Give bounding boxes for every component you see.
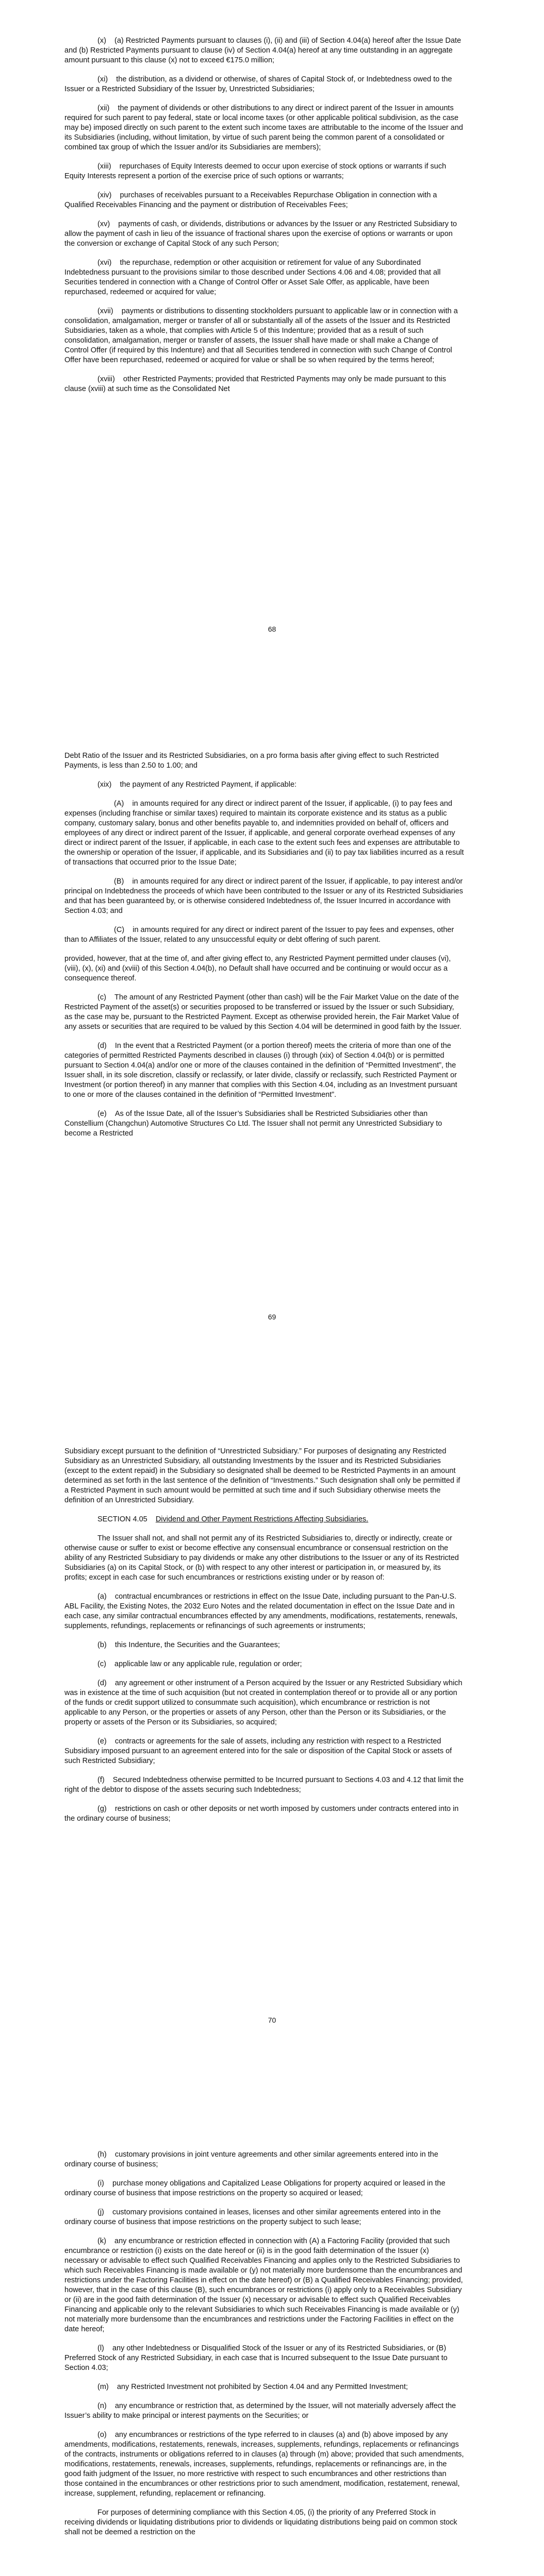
paragraph: (o) any encumbrances or restrictions of the type referred to in clauses (a) and (b) above imposed by any amendments, modifications, restatements, renewals, increases, supplements, refundings, replacements or refinancings of the contracts, instruments or obligations referred to in clauses (a) through (m) above; provided that such amendments, modifications, restatements, renewals, increases, supplements, refundings, replacements or refinancings are, in the good faith judgment of the Issuer, no more restrictive with respect to such encumbrances and other restrictions than those contained in the encumbrances or other restrictions prior to such amendment, modification, restatement, renewal, increase, supplement, refunding, replacement or refinancing. [64,2431,464,2498]
page-71-body [64,2150,464,2547]
page-68-body [64,36,464,403]
paragraph: provided, however, that at the time of, and after giving effect to, any Restricted Payment permitted under clauses (vi), (viii), (x), (xi) and (xviii) of this Section 4.04(b), no Default shall have occurred and be continuing or would occur as a consequence thereof. [64,955,451,982]
paragraph: (d) In the event that a Restricted Payment (or a portion thereof) meets the criteria of more than one of the categories of permitted Restricted Payments described in clauses (i) through (xix) of Section 4.04(b) or is permitted pursuant to Section 4.04(a) and/or one or more of the clauses contained in the definition of “Permitted Investment”, the Issuer shall, in its sole discretion, classify or reclassify, or later divide, classify or reclassify, such Restricted Payment or Investment (or portion thereof) in any manner that complies with this Section 4.04, including as an Investment pursuant to one or more of the clauses contained in the definition of “Permitted Investment”. [64,1042,457,1099]
page-70-body [64,1447,464,1833]
paragraph: (g) restrictions on cash or other deposits or net worth imposed by customers under contracts entered into in the ordinary course of business; [64,1805,459,1823]
page-number: 69 [268,1313,276,1321]
paragraph: (j) customary provisions contained in leases, licenses and other similar agreements entered into in the ordinary course of business that impose restrictions on the property subject to such lease; [64,2208,441,2226]
paragraph: (C) in amounts required for any direct or indirect parent of the Issuer to pay fees and expenses, other than to Affiliates of the Issuer, related to any unsuccessful equity or debt offering of such parent. [64,926,454,944]
paragraph: (xvii) payments or distributions to dissenting stockholders pursuant to applicable law or in connection with a consolidation, amalgamation, merger or transfer of all or substantially all of the assets of the Issuer and its Restricted Subsidiaries, taken as a whole, that complies with Article 5 of this Indenture; provided that as a result of such consolidation, amalgamation, merger or transfer of assets, the Issuer shall have made or shall make a Change of Control Offer (if required by this Indenture) and that all Securities tendered in connection with such Change of Control Offer have been repurchased, redeemed or acquired for value or shall be so when required by the terms hereof; [64,307,458,364]
paragraph: The Issuer shall not, and shall not permit any of its Restricted Subsidiaries to, directly or indirectly, create or otherwise cause or suffer to exist or become effective any consensual encumbrance or consensual restriction on the ability of any Restricted Subsidiary to pay dividends or make any other distributions to the Issuer or any of its Restricted Subsidiaries (a) on its Capital Stock, or (b) with respect to any other interest or participation in, or measured by, its profits; except in each case for such encumbrances or restrictions existing under or by reason of: [64,1534,459,1582]
paragraph: (l) any other Indebtedness or Disqualified Stock of the Issuer or any of its Restricted Subsidiaries, or (B) Preferred Stock of any Restricted Subsidiary, in each case that is Incurred subsequent to the Issue Date pursuant to Section 4.03; [64,2344,448,2372]
paragraph: (c) The amount of any Restricted Payment (other than cash) will be the Fair Market Value on the date of the Restricted Payment of the asset(s) or securities proposed to be transferred or issued by the Issuer or such Subsidiary, as the case may be, pursuant to the Restricted Payment. Except as otherwise provided herein, the Fair Market Value of any assets or securities that are required to be valued by this Section 4.04 will be determined in good faith by the Issuer. [64,993,461,1031]
paragraph: (b) this Indenture, the Securities and the Guarantees; [97,1641,280,1649]
paragraph: (xiv) purchases of receivables pursuant to a Receivables Repurchase Obligation in connection with a Qualified Receivables Financing and the payment or distribution of Receivables Fees; [64,191,437,209]
paragraph: (i) purchase money obligations and Capitalized Lease Obligations for property acquired or leased in the ordinary course of business that impose restrictions on the property so acquired or leased; [64,2179,446,2197]
paragraph: (B) in amounts required for any direct or indirect parent of the Issuer, if applicable, to pay interest and/or principal on Indebtedness the proceeds of which have been contributed to the Issuer or any of its Restricted Subsidiaries and that has been guaranteed by, or is otherwise considered Indebtedness of, the Issuer Incurred in accordance with Section 4.03; and [64,877,463,915]
paragraph: (x) (a) Restricted Payments pursuant to clauses (i), (ii) and (iii) of Section 4.04(a) hereof after the Issue Date and (b) Restricted Payments pursuant to clause (iv) of Section 4.04(a) hereof at any time outstanding in an aggregate amount pursuant to this clause (x) not to exceed €175.0 million; [64,37,461,64]
paragraph: (xv) payments of cash, or dividends, distributions or advances by the Issuer or any Restricted Subsidiary to allow the payment of cash in lieu of the issuance of fractional shares upon the exercise of options or warrants or upon the conversion or exchange of Capital Stock of any such Person; [64,220,457,248]
paragraph: For purposes of determining compliance with this Section 4.05, (i) the priority of any Preferred Stock in receiving dividends or liquidating distributions prior to dividends or liquidating distributions being paid on common stock shall not be deemed a restriction on the [64,2509,457,2536]
section-heading [64,1515,464,1524]
paragraph: (xviii) other Restricted Payments; provided that Restricted Payments may only be made pursuant to this clause (xviii) at such time as the Consolidated Net [64,375,447,393]
paragraph: (xi) the distribution, as a dividend or otherwise, of shares of Capital Stock of, or Indebtedness owed to the Issuer or a Restricted Subsidiary of the Issuer by, Unrestricted Subsidiaries; [64,75,452,93]
paragraph: (n) any encumbrance or restriction that, as determined by the Issuer, will not materially adversely affect the Issuer’s ability to make principal or interest payments on the Securities; or [64,2402,456,2420]
page-number: 70 [268,2016,276,2024]
paragraph: (c) applicable law or any applicable rule, regulation or order; [97,1660,302,1668]
section-title: Dividend and Other Payment Restrictions Affecting Subsidiaries. [155,1515,369,1523]
section-label: SECTION 4.05 [97,1515,147,1523]
paragraph: (xvi) the repurchase, redemption or other acquisition or retirement for value of any Subordinated Indebtedness pursuant to the provisions similar to those described under Sections 4.06 and 4.08; provided that all Securities tendered in connection with a Change of Control Offer or Asset Sale Offer, as applicable, have been repurchased, redeemed or acquired for value; [64,259,441,296]
paragraph: (m) any Restricted Investment not prohibited by Section 4.04 and any Permitted Investment; [97,2383,408,2391]
paragraph: (h) customary provisions in joint venture agreements and other similar agreements entered into in the ordinary course of business; [64,2150,438,2168]
paragraph: (e) contracts or agreements for the sale of assets, including any restriction with respect to a Restricted Subsidiary imposed pursuant to an agreement entered into for the sale or disposition of the Capital Stock or assets of such Restricted Subsidiary; [64,1737,452,1765]
paragraph: (A) in amounts required for any direct or indirect parent of the Issuer, if applicable, (i) to pay fees and expenses (including franchise or similar taxes) required to maintain its corporate existence and its status as a public company, customary salary, bonus and other benefits payable to, and indemnities provided on behalf of, officers and employees of any direct or indirect parent of the Issuer, if applicable, and general corporate overhead expenses of any direct or indirect parent of the Issuer, if applicable, in each case to the extent such fees and expenses are attributable to the ownership or operation of the Issuer, if applicable, and its Subsidiaries and (ii) to pay tax liabilities incurred as a result of transactions that occurred prior to the Issue Date; [64,800,464,867]
paragraph: (k) any encumbrance or restriction effected in connection with (A) a Factoring Facility (provided that such encumbrance or restriction (i) exists on the date hereof or (ii) is in the good faith determination of the Issuer (x) necessary or advisable to effect such Qualified Receivables Financing and applies only to the Restricted Subsidiaries to which such Receivables Financing is made available or (y) not materially more burdensome than the encumbrances and restrictions under the Factoring Facilities in effect on the date hereof) or (B) a Qualified Receivables Financing; provided, however, that in the case of this clause (B), such encumbrances or restrictions (i) apply only to a Receivables Subsidiary or (ii) are in the good faith determination of the Issuer (x) necessary or advisable to effect such Qualified Receivables Financing and applicable only to the relevant Subsidiaries to which such Receivables Financing is made available or (y) not materially more burdensome than the encumbrances and restrictions under the Factoring Facilities in effect on the date hereof; [64,2237,463,2333]
paragraph: (d) any agreement or other instrument of a Person acquired by the Issuer or any Restricted Subsidiary which was in existence at the time of such acquisition (but not created in contemplation thereof or to provide all or any portion of the funds or credit support utilized to consummate such acquisition), which encumbrance or restriction is not applicable to any Person, or the properties or assets of any Person, other than the Person or its Subsidiaries, or the property or assets of the Person or its Subsidiaries, so acquired; [64,1679,463,1726]
paragraph: (e) As of the Issue Date, all of the Issuer’s Subsidiaries shall be Restricted Subsidiaries other than Constellium (Changchun) Automotive Structures Co Ltd. The Issuer shall not permit any Unrestricted Subsidiary to become a Restricted [64,1110,442,1138]
paragraph: Subsidiary except pursuant to the definition of “Unrestricted Subsidiary.” For purposes of designating any Restricted Subsidiary as an Unrestricted Subsidiary, all outstanding Investments by the Issuer and its Restricted Subsidiaries (except to the extent repaid) in the Subsidiary so designated shall be deemed to be Restricted Payments in an amount determined as set forth in the last sentence of the definition of “Investments.” Such designation shall only be permitted if a Restricted Payment in such amount would be permitted at such time and if such Subsidiary otherwise meets the definition of an Unrestricted Subsidiary. [64,1447,460,1504]
paragraph: (xix) the payment of any Restricted Payment, if applicable: [97,781,297,789]
paragraph: (f) Secured Indebtedness otherwise permitted to be Incurred pursuant to Sections 4.03 and 4.12 that limit the right of the debtor to dispose of the assets securing such Indebtedness; [64,1776,464,1794]
paragraph: (xii) the payment of dividends or other distributions to any direct or indirect parent of the Issuer in amounts required for such parent to pay federal, state or local income taxes (or other applicable political subdivision, as the case may be) imposed directly on such parent to the extent such income taxes are attributable to the income of the Issuer and its Subsidiaries (including, without limitation, by virtue of such parent being the common parent of a consolidated or combined tax group of which the Issuer and/or its Subsidiaries are members); [64,104,463,151]
paragraph: Debt Ratio of the Issuer and its Restricted Subsidiaries, on a pro forma basis after giving effect to such Restricted Payments, is less than 2.50 to 1.00; and [64,752,439,770]
page-69-body [64,751,464,1148]
paragraph: (xiii) repurchases of Equity Interests deemed to occur upon exercise of stock options or warrants if such Equity Interests represent a portion of the exercise price of such options or warrants; [64,162,447,180]
paragraph: (a) contractual encumbrances or restrictions in effect on the Issue Date, including pursuant to the Pan-U.S. ABL Facility, the Existing Notes, the 2032 Euro Notes and the related documentation in effect on the Issue Date and in each case, any similar contractual encumbrances effected by any amendments, modifications, restatements, renewals, supplements, refundings, replacements or refinancings of such agreements or instruments; [64,1592,458,1630]
page-number: 68 [268,625,276,633]
